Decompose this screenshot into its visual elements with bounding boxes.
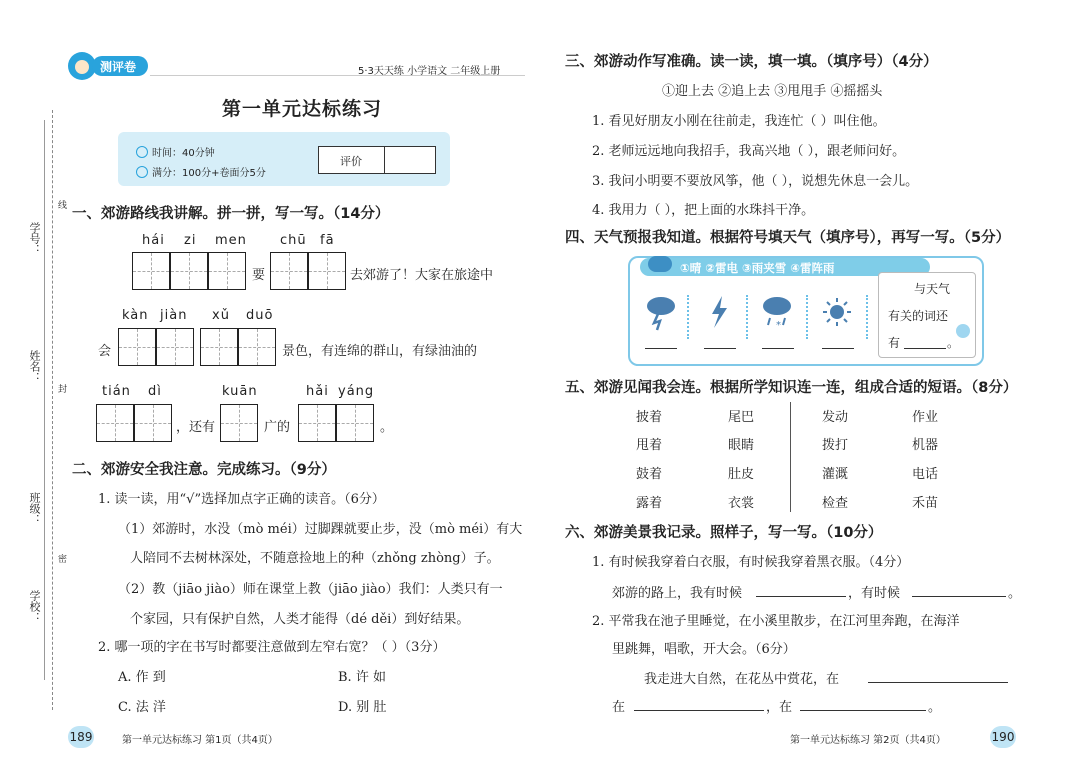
text: 广的 bbox=[264, 420, 291, 435]
text: 。 bbox=[380, 420, 394, 435]
page-title: 第一单元达标练习 bbox=[222, 98, 383, 120]
match-word[interactable]: 检查 bbox=[822, 496, 849, 511]
text: 去郊游了！大家在旅途中 bbox=[350, 268, 494, 283]
s6-q2-line2: 里跳舞，唱歌，开大会。（6分） bbox=[612, 642, 796, 657]
side-note-line4: 。 bbox=[947, 336, 960, 350]
text: 景色，有连绵的群山，有绿油油的 bbox=[282, 344, 478, 359]
match-word[interactable]: 禾苗 bbox=[912, 496, 939, 511]
score-label: 满分：100分+卷面分5分 bbox=[152, 168, 266, 179]
s2-q1b-line1: （2）教（jiāo jiào）师在课堂上教（jiāo jiào）我们：人类只有一 bbox=[118, 582, 503, 597]
weather-legend: ①晴 ②雷电 ③雨夹雪 ④雷阵雨 bbox=[680, 261, 835, 275]
s2-q2: 2. 哪一项的字在书写时都要注意做到左窄右宽？（ ）（3分） bbox=[98, 640, 446, 655]
s6-q1-fill-c: 。 bbox=[1008, 586, 1022, 601]
score-icon bbox=[136, 166, 148, 178]
s3-item: 3. 我问小明要不要放风筝，他（ ），说想先休息一会儿。 bbox=[592, 174, 919, 189]
match-word[interactable]: 衣裳 bbox=[728, 496, 755, 511]
match-word[interactable]: 拨打 bbox=[822, 438, 849, 453]
s3-options: ①迎上去 ②追上去 ③甩甩手 ④摇摇头 bbox=[662, 84, 883, 99]
pinyin: yáng bbox=[338, 384, 375, 399]
mascot-face-icon bbox=[75, 60, 89, 74]
char-box[interactable] bbox=[208, 252, 246, 290]
s1-heading: 一、郊游路线我讲解。拼一拼，写一写。（14分） bbox=[72, 206, 390, 222]
weather-word-blank[interactable] bbox=[904, 348, 946, 349]
badge-label: 测评卷 bbox=[100, 60, 137, 74]
matching-divider bbox=[790, 402, 791, 512]
match-word[interactable]: 尾巴 bbox=[728, 410, 755, 425]
s6-q1-fill-b: ，有时候 bbox=[848, 586, 901, 601]
char-box[interactable] bbox=[118, 328, 156, 366]
s2-q1: 1. 读一读，用“√”选择加点字正确的读音。（6分） bbox=[98, 492, 385, 507]
match-word[interactable]: 鼓着 bbox=[636, 467, 663, 482]
weather-answer-blank[interactable] bbox=[822, 348, 854, 349]
divider-dots bbox=[866, 295, 870, 339]
char-box[interactable] bbox=[220, 404, 258, 442]
char-box[interactable] bbox=[96, 404, 134, 442]
pinyin: kàn bbox=[122, 308, 149, 323]
option[interactable]: A. 作 到 bbox=[118, 670, 166, 685]
divider-dots bbox=[806, 295, 810, 339]
match-word[interactable]: 披着 bbox=[636, 410, 663, 425]
cut-mark-2: 封 bbox=[58, 385, 68, 395]
cut-mark-1: 线 bbox=[58, 201, 68, 211]
s6-q1-fill-a: 郊游的路上，我有时候 bbox=[612, 586, 743, 601]
match-word[interactable]: 肚皮 bbox=[728, 467, 755, 482]
char-box[interactable] bbox=[200, 328, 238, 366]
text: ，还有 bbox=[176, 420, 216, 435]
s5-heading: 五、郊游见闻我会连。根据所学知识连一连，组成合适的短语。（8分） bbox=[565, 380, 1018, 396]
pinyin: chū bbox=[280, 233, 307, 248]
sleet-icon bbox=[758, 292, 796, 332]
text: 会 bbox=[98, 344, 112, 359]
footer-left: 第一单元达标练习 第1页（共4页） bbox=[122, 735, 278, 746]
eval-box bbox=[318, 146, 436, 174]
answer-blank[interactable] bbox=[868, 682, 1008, 683]
class-label: 班级： bbox=[28, 492, 41, 525]
s3-item: 1. 看见好朋友小刚在往前走，我连忙（ ）叫住他。 bbox=[592, 114, 886, 129]
match-word[interactable]: 眼睛 bbox=[728, 438, 755, 453]
pinyin: zi bbox=[184, 233, 197, 248]
s6-q2-line1: 2. 平常我在池子里睡觉，在小溪里散步，在江河里奔跑，在海洋 bbox=[592, 614, 960, 629]
match-word[interactable]: 甩着 bbox=[636, 438, 663, 453]
option[interactable]: C. 法 洋 bbox=[118, 700, 166, 715]
pinyin: tián bbox=[102, 384, 131, 399]
pinyin: dì bbox=[148, 384, 162, 399]
char-box[interactable] bbox=[132, 252, 170, 290]
page-number-right: 190 bbox=[990, 726, 1016, 748]
s6-heading: 六、郊游美景我记录。照样子，写一写。（10分） bbox=[565, 525, 883, 541]
match-word[interactable]: 露着 bbox=[636, 496, 663, 511]
student-id-label: 学号： bbox=[28, 222, 41, 255]
char-box[interactable] bbox=[308, 252, 346, 290]
s6-q2-line4c: 。 bbox=[928, 700, 942, 715]
side-note-line2: 有关的词还 bbox=[888, 309, 949, 323]
series-label: 5·3天天练 小学语文 二年级上册 bbox=[358, 66, 501, 77]
cut-mark-3: 密 bbox=[58, 555, 68, 565]
s2-q1a-line1: （1）郊游时，水没（mò méi）过脚踝就要止步，没（mò méi）有大 bbox=[118, 522, 523, 537]
s4-heading: 四、天气预报我知道。根据符号填天气（填序号），再写一写。（5分） bbox=[565, 230, 1011, 246]
divider-dots bbox=[746, 295, 750, 339]
s3-item: 2. 老师远远地向我招手，我高兴地（ ），跟老师问好。 bbox=[592, 144, 906, 159]
match-word[interactable]: 灌溉 bbox=[822, 467, 849, 482]
char-box[interactable] bbox=[170, 252, 208, 290]
side-note-line3: 有 bbox=[888, 336, 901, 350]
sun-decoration-icon bbox=[956, 324, 970, 338]
char-box[interactable] bbox=[134, 404, 172, 442]
option[interactable]: D. 别 肚 bbox=[338, 700, 387, 715]
cloud-icon bbox=[648, 256, 672, 272]
footer-right: 第一单元达标练习 第2页（共4页） bbox=[790, 735, 946, 746]
pinyin: fā bbox=[320, 233, 335, 248]
svg-text:*: * bbox=[776, 320, 781, 331]
char-box[interactable] bbox=[336, 404, 374, 442]
pinyin: xǔ bbox=[212, 308, 230, 323]
s6-q2-line4a: 在 bbox=[612, 700, 626, 715]
pinyin: men bbox=[215, 233, 247, 248]
eval-label: 评价 bbox=[340, 155, 362, 168]
pinyin: hǎi bbox=[306, 384, 329, 399]
side-note-line1: 与天气 bbox=[914, 282, 951, 296]
char-box[interactable] bbox=[156, 328, 194, 366]
match-word[interactable]: 电话 bbox=[912, 467, 939, 482]
s2-q1a-line2: 人陪同不去树林深处，不随意捡地上的种（zhǒng zhòng）子。 bbox=[130, 551, 500, 566]
s6-q1: 1. 有时候我穿着白衣服，有时候我穿着黑衣服。（4分） bbox=[592, 555, 910, 570]
time-label: 时间：40分钟 bbox=[152, 148, 215, 159]
pinyin: duō bbox=[246, 308, 274, 323]
s3-heading: 三、郊游动作写准确。读一读，填一填。（填序号）（4分） bbox=[565, 54, 938, 70]
pinyin: jiàn bbox=[160, 308, 188, 323]
s2-q1b-line2: 个家园，只有保护自然，人类才能得（dé děi）到好结果。 bbox=[130, 612, 470, 627]
match-word[interactable]: 发动 bbox=[822, 410, 849, 425]
binding-cut-line bbox=[52, 110, 53, 710]
option[interactable]: B. 许 如 bbox=[338, 670, 386, 685]
answer-blank[interactable] bbox=[912, 596, 1006, 597]
answer-blank[interactable] bbox=[756, 596, 846, 597]
thunderstorm-icon bbox=[642, 292, 680, 332]
pinyin: hái bbox=[142, 233, 165, 248]
header-badge bbox=[68, 52, 154, 80]
divider-dots bbox=[687, 295, 691, 339]
text: 要 bbox=[252, 268, 266, 283]
weather-answer-blank[interactable] bbox=[704, 348, 736, 349]
char-box[interactable] bbox=[238, 328, 276, 366]
weather-answer-blank[interactable] bbox=[762, 348, 794, 349]
header-rule bbox=[150, 75, 525, 76]
page-number-left: 189 bbox=[68, 726, 94, 748]
binding-name-line bbox=[44, 120, 45, 680]
s6-q2-line4b: ，在 bbox=[766, 700, 793, 715]
s3-item: 4. 我用力（ ），把上面的水珠抖干净。 bbox=[592, 203, 815, 218]
lightning-icon bbox=[700, 292, 738, 332]
clock-icon bbox=[136, 146, 148, 158]
sun-icon bbox=[818, 292, 856, 332]
pinyin: kuān bbox=[222, 384, 258, 399]
char-box[interactable] bbox=[270, 252, 308, 290]
s6-q2-line3: 我走进大自然，在花丛中赏花，在 bbox=[644, 672, 840, 687]
weather-answer-blank[interactable] bbox=[645, 348, 677, 349]
answer-blank[interactable] bbox=[800, 710, 926, 711]
s2-heading: 二、郊游安全我注意。完成练习。（9分） bbox=[72, 462, 336, 478]
answer-blank[interactable] bbox=[634, 710, 764, 711]
match-word[interactable]: 作业 bbox=[912, 410, 939, 425]
name-label: 姓名： bbox=[28, 350, 41, 383]
char-box[interactable] bbox=[298, 404, 336, 442]
school-label: 学校： bbox=[28, 590, 41, 623]
match-word[interactable]: 机器 bbox=[912, 438, 939, 453]
